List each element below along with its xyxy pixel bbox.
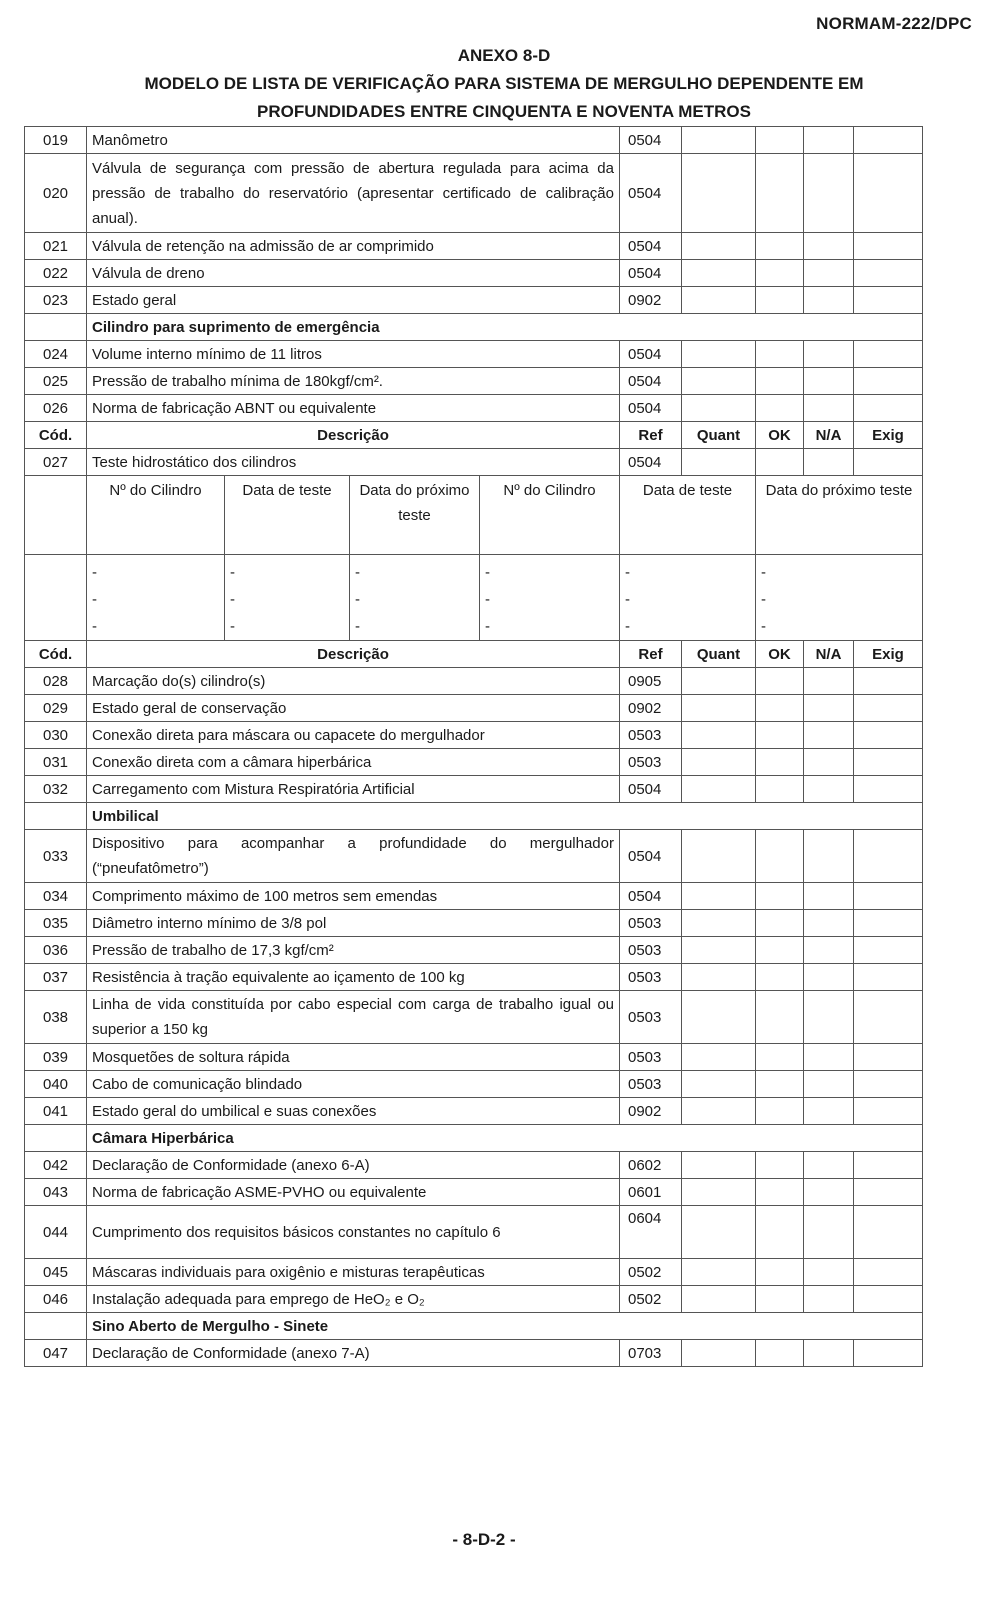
row-ref: 0503: [620, 1044, 682, 1071]
section-title: Sino Aberto de Mergulho - Sinete: [87, 1313, 923, 1340]
exig-cell[interactable]: [854, 395, 923, 422]
ok-cell[interactable]: [756, 722, 804, 749]
next-test-date-entries[interactable]: - - -: [350, 555, 480, 641]
row-ref: 0502: [620, 1259, 682, 1286]
quant-cell[interactable]: [682, 1071, 756, 1098]
ok-cell[interactable]: [756, 1259, 804, 1286]
na-cell[interactable]: [804, 830, 854, 883]
exig-cell[interactable]: [854, 910, 923, 937]
quant-cell[interactable]: [682, 668, 756, 695]
ok-cell[interactable]: [756, 1044, 804, 1071]
ok-cell[interactable]: [756, 910, 804, 937]
ok-cell[interactable]: [756, 1152, 804, 1179]
row-ref: 0504: [620, 127, 682, 154]
row-code: 046: [25, 1286, 87, 1313]
row-description: Comprimento máximo de 100 metros sem emendas: [87, 883, 620, 910]
table-row: [25, 1340, 923, 1367]
row-code: 042: [25, 1152, 87, 1179]
exig-cell[interactable]: [854, 127, 923, 154]
ok-cell[interactable]: [756, 287, 804, 314]
section-row: [25, 803, 923, 830]
na-cell[interactable]: [804, 1044, 854, 1071]
table-row: [25, 695, 923, 722]
row-description: Mosquetões de soltura rápida: [87, 1044, 620, 1071]
row-description: Válvula de dreno: [87, 260, 620, 287]
exig-cell[interactable]: [854, 449, 923, 476]
na-cell[interactable]: [804, 1071, 854, 1098]
quant-cell[interactable]: [682, 154, 756, 233]
ok-cell[interactable]: [756, 749, 804, 776]
na-cell[interactable]: [804, 776, 854, 803]
row-code: 033: [25, 830, 87, 883]
row-description: Norma de fabricação ABNT ou equivalente: [87, 395, 620, 422]
na-cell[interactable]: [804, 695, 854, 722]
row-code: 023: [25, 287, 87, 314]
row-code: 039: [25, 1044, 87, 1071]
row-description: Dispositivo para acompanhar a profundidade do mergulhador (“pneufatômetro”): [87, 830, 620, 883]
row-description: Resistência à tração equivalente ao içamento de 100 kg: [87, 964, 620, 991]
quant-cell[interactable]: [682, 776, 756, 803]
table-row: [25, 910, 923, 937]
section-code-cell: [25, 1125, 87, 1152]
exig-cell[interactable]: [854, 1179, 923, 1206]
exig-cell[interactable]: [854, 260, 923, 287]
table-row: [25, 722, 923, 749]
section-code-cell: [25, 1313, 87, 1340]
na-cell[interactable]: [804, 395, 854, 422]
row-ref: 0703: [620, 1340, 682, 1367]
row-code: 026: [25, 395, 87, 422]
row-description: Instalação adequada para emprego de HeO₂ e O₂: [87, 1286, 620, 1313]
quant-cell[interactable]: [682, 937, 756, 964]
row-ref: 0504: [620, 341, 682, 368]
row-ref: 0504: [620, 260, 682, 287]
column-header-ref: Ref: [620, 422, 682, 449]
row-ref: 0604: [620, 1206, 682, 1259]
row-code: 020: [25, 154, 87, 233]
column-header-ref: Ref: [620, 641, 682, 668]
page-number: - 8-D-2 -: [452, 1530, 516, 1549]
row-code: 022: [25, 260, 87, 287]
section-title: Câmara Hiperbárica: [87, 1125, 923, 1152]
cylinder-number-header: Nº do Cilindro: [480, 476, 620, 555]
row-code: 041: [25, 1098, 87, 1125]
exig-cell[interactable]: [854, 883, 923, 910]
row-code: 021: [25, 233, 87, 260]
exig-cell[interactable]: [854, 154, 923, 233]
na-cell[interactable]: [804, 1152, 854, 1179]
row-description: Estado geral do umbilical e suas conexões: [87, 1098, 620, 1125]
table-row: [25, 154, 923, 233]
table-row: [25, 991, 923, 1044]
row-code: 037: [25, 964, 87, 991]
row-code: 025: [25, 368, 87, 395]
column-header-exig: Exig: [854, 641, 923, 668]
row-description: Diâmetro interno mínimo de 3/8 pol: [87, 910, 620, 937]
na-cell[interactable]: [804, 937, 854, 964]
row-description: Pressão de trabalho de 17,3 kgf/cm²: [87, 937, 620, 964]
ok-cell[interactable]: [756, 260, 804, 287]
exig-cell[interactable]: [854, 1044, 923, 1071]
ok-cell[interactable]: [756, 776, 804, 803]
ok-cell[interactable]: [756, 668, 804, 695]
row-code: 027: [25, 449, 87, 476]
na-cell[interactable]: [804, 368, 854, 395]
row-ref: 0504: [620, 368, 682, 395]
test-date-header: Data de teste: [620, 476, 756, 555]
row-ref: 0905: [620, 668, 682, 695]
quant-cell[interactable]: [682, 695, 756, 722]
cylinder-test-spacer: [25, 476, 87, 555]
exig-cell[interactable]: [854, 722, 923, 749]
table-row: [25, 449, 923, 476]
table-row: [25, 964, 923, 991]
table-row: [25, 749, 923, 776]
na-cell[interactable]: [804, 668, 854, 695]
column-header-ok: OK: [756, 422, 804, 449]
table-row: [25, 1044, 923, 1071]
next-test-date-header: Data do próximo teste: [756, 476, 923, 555]
exig-cell[interactable]: [854, 695, 923, 722]
row-ref: 0602: [620, 1152, 682, 1179]
checklist-table: [24, 126, 923, 1367]
quant-cell[interactable]: [682, 1044, 756, 1071]
na-cell[interactable]: [804, 749, 854, 776]
ok-cell[interactable]: [756, 937, 804, 964]
na-cell[interactable]: [804, 1286, 854, 1313]
quant-cell[interactable]: [682, 1179, 756, 1206]
row-description: Declaração de Conformidade (anexo 7-A): [87, 1340, 620, 1367]
exig-cell[interactable]: [854, 1071, 923, 1098]
na-cell[interactable]: [804, 991, 854, 1044]
section-row: [25, 1313, 923, 1340]
column-header-quant: Quant: [682, 641, 756, 668]
na-cell[interactable]: [804, 1179, 854, 1206]
ok-cell[interactable]: [756, 368, 804, 395]
row-code: 038: [25, 991, 87, 1044]
table-row: [25, 1259, 923, 1286]
row-ref: 0503: [620, 910, 682, 937]
na-cell[interactable]: [804, 722, 854, 749]
exig-cell[interactable]: [854, 287, 923, 314]
cylinder-test-header-row: [25, 476, 923, 555]
row-code: 043: [25, 1179, 87, 1206]
column-header-descricao: Descrição: [87, 422, 620, 449]
column-header-na: N/A: [804, 641, 854, 668]
annex-title: ANEXO 8-D: [457, 46, 551, 65]
row-description: Estado geral de conservação: [87, 695, 620, 722]
table-row: [25, 233, 923, 260]
row-description: Declaração de Conformidade (anexo 6-A): [87, 1152, 620, 1179]
row-ref: 0902: [620, 287, 682, 314]
row-description: Conexão direta para máscara ou capacete do mergulhador: [87, 722, 620, 749]
row-code: 035: [25, 910, 87, 937]
ok-cell[interactable]: [756, 154, 804, 233]
table-row: [25, 368, 923, 395]
ok-cell[interactable]: [756, 1286, 804, 1313]
exig-cell[interactable]: [854, 1340, 923, 1367]
row-ref: 0504: [620, 395, 682, 422]
quant-cell[interactable]: [682, 1098, 756, 1125]
row-ref: 0503: [620, 937, 682, 964]
exig-cell[interactable]: [854, 776, 923, 803]
document-title-line-1: MODELO DE LISTA DE VERIFICAÇÃO PARA SISTEMA DE MERGULHO DEPENDENTE EM: [144, 74, 864, 93]
row-ref: 0902: [620, 695, 682, 722]
exig-cell[interactable]: [854, 830, 923, 883]
na-cell[interactable]: [804, 964, 854, 991]
exig-cell[interactable]: [854, 233, 923, 260]
table-row: [25, 260, 923, 287]
table-row: [25, 395, 923, 422]
table-row: [25, 1071, 923, 1098]
row-description: Linha de vida constituída por cabo especial com carga de trabalho igual ou superior a 150 kg: [87, 991, 620, 1044]
test-date-header: Data de teste: [225, 476, 350, 555]
next-test-date-entries[interactable]: - - -: [756, 555, 923, 641]
exig-cell[interactable]: [854, 368, 923, 395]
row-code: 034: [25, 883, 87, 910]
column-header-na: N/A: [804, 422, 854, 449]
quant-cell[interactable]: [682, 233, 756, 260]
exig-cell[interactable]: [854, 1206, 923, 1259]
ok-cell[interactable]: [756, 991, 804, 1044]
table-row: [25, 1152, 923, 1179]
table-row: [25, 883, 923, 910]
quant-cell[interactable]: [682, 260, 756, 287]
ok-cell[interactable]: [756, 883, 804, 910]
quant-cell[interactable]: [682, 1259, 756, 1286]
exig-cell[interactable]: [854, 749, 923, 776]
exig-cell[interactable]: [854, 1259, 923, 1286]
na-cell[interactable]: [804, 287, 854, 314]
section-title: Cilindro para suprimento de emergência: [87, 314, 923, 341]
row-code: 047: [25, 1340, 87, 1367]
exig-cell[interactable]: [854, 1098, 923, 1125]
quant-cell[interactable]: [682, 991, 756, 1044]
row-ref: 0504: [620, 449, 682, 476]
na-cell[interactable]: [804, 341, 854, 368]
table-row: [25, 776, 923, 803]
na-cell[interactable]: [804, 883, 854, 910]
na-cell[interactable]: [804, 1098, 854, 1125]
cylinder-number-entries[interactable]: - - -: [87, 555, 225, 641]
quant-cell[interactable]: [682, 1286, 756, 1313]
row-description: Pressão de trabalho mínima de 180kgf/cm².: [87, 368, 620, 395]
exig-cell[interactable]: [854, 1152, 923, 1179]
ok-cell[interactable]: [756, 1098, 804, 1125]
ok-cell[interactable]: [756, 964, 804, 991]
cylinder-number-header: Nº do Cilindro: [87, 476, 225, 555]
section-title: Umbilical: [87, 803, 923, 830]
column-header-quant: Quant: [682, 422, 756, 449]
table-row: [25, 1098, 923, 1125]
quant-cell[interactable]: [682, 964, 756, 991]
row-code: 032: [25, 776, 87, 803]
section-row: [25, 314, 923, 341]
row-ref: 0504: [620, 233, 682, 260]
quant-cell[interactable]: [682, 449, 756, 476]
quant-cell[interactable]: [682, 830, 756, 883]
quant-cell[interactable]: [682, 1206, 756, 1259]
row-code: 045: [25, 1259, 87, 1286]
quant-cell[interactable]: [682, 395, 756, 422]
quant-cell[interactable]: [682, 127, 756, 154]
cylinder-test-entries-row: [25, 555, 923, 641]
ok-cell[interactable]: [756, 695, 804, 722]
row-code: 029: [25, 695, 87, 722]
row-description: Estado geral: [87, 287, 620, 314]
row-code: 030: [25, 722, 87, 749]
cylinder-number-entries[interactable]: - - -: [480, 555, 620, 641]
quant-cell[interactable]: [682, 287, 756, 314]
na-cell[interactable]: [804, 1259, 854, 1286]
na-cell[interactable]: [804, 1206, 854, 1259]
quant-cell[interactable]: [682, 368, 756, 395]
cylinder-test-spacer: [25, 555, 87, 641]
row-ref: 0503: [620, 991, 682, 1044]
table-row: [25, 127, 923, 154]
column-header-ok: OK: [756, 641, 804, 668]
ok-cell[interactable]: [756, 1340, 804, 1367]
row-code: 019: [25, 127, 87, 154]
exig-cell[interactable]: [854, 937, 923, 964]
quant-cell[interactable]: [682, 722, 756, 749]
row-description: Carregamento com Mistura Respiratória Artificial: [87, 776, 620, 803]
column-header-row: [25, 641, 923, 668]
table-row: [25, 341, 923, 368]
row-ref: 0504: [620, 883, 682, 910]
row-description: Marcação do(s) cilindro(s): [87, 668, 620, 695]
row-description: Norma de fabricação ASME-PVHO ou equivalente: [87, 1179, 620, 1206]
table-row: [25, 1286, 923, 1313]
row-description: Manômetro: [87, 127, 620, 154]
next-test-date-header: Data do próximo teste: [350, 476, 480, 555]
na-cell[interactable]: [804, 910, 854, 937]
row-ref: 0504: [620, 830, 682, 883]
row-description: Válvula de retenção na admissão de ar comprimido: [87, 233, 620, 260]
exig-cell[interactable]: [854, 964, 923, 991]
column-header-cod: Cód.: [25, 422, 87, 449]
table-row: [25, 937, 923, 964]
na-cell[interactable]: [804, 260, 854, 287]
ok-cell[interactable]: [756, 1071, 804, 1098]
ok-cell[interactable]: [756, 233, 804, 260]
row-description: Válvula de segurança com pressão de abertura regulada para acima da pressão de trabalho do reservatório (apresentar certificado de calibração anual).: [87, 154, 620, 233]
row-description: Máscaras individuais para oxigênio e misturas terapêuticas: [87, 1259, 620, 1286]
row-description: Teste hidrostático dos cilindros: [87, 449, 620, 476]
table-row: [25, 830, 923, 883]
test-date-entries[interactable]: - - -: [620, 555, 756, 641]
row-ref: 0504: [620, 776, 682, 803]
row-ref: 0902: [620, 1098, 682, 1125]
column-header-exig: Exig: [854, 422, 923, 449]
ok-cell[interactable]: [756, 341, 804, 368]
ok-cell[interactable]: [756, 1179, 804, 1206]
table-row: [25, 287, 923, 314]
na-cell[interactable]: [804, 449, 854, 476]
document-code: NORMAM-222/DPC: [816, 14, 972, 33]
section-row: [25, 1125, 923, 1152]
title-block: [24, 42, 984, 126]
row-ref: 0504: [620, 154, 682, 233]
ok-cell[interactable]: [756, 449, 804, 476]
exig-cell[interactable]: [854, 1286, 923, 1313]
row-ref: 0503: [620, 964, 682, 991]
document-title-line-2: PROFUNDIDADES ENTRE CINQUENTA E NOVENTA METROS: [257, 102, 751, 121]
quant-cell[interactable]: [682, 341, 756, 368]
column-header-cod: Cód.: [25, 641, 87, 668]
ok-cell[interactable]: [756, 127, 804, 154]
row-ref: 0502: [620, 1286, 682, 1313]
na-cell[interactable]: [804, 127, 854, 154]
exig-cell[interactable]: [854, 991, 923, 1044]
na-cell[interactable]: [804, 233, 854, 260]
row-ref: 0601: [620, 1179, 682, 1206]
column-header-descricao: Descrição: [87, 641, 620, 668]
row-description: Cabo de comunicação blindado: [87, 1071, 620, 1098]
row-code: 036: [25, 937, 87, 964]
exig-cell[interactable]: [854, 341, 923, 368]
quant-cell[interactable]: [682, 883, 756, 910]
row-ref: 0503: [620, 749, 682, 776]
row-code: 044: [25, 1206, 87, 1259]
exig-cell[interactable]: [854, 668, 923, 695]
table-row: [25, 1206, 923, 1259]
quant-cell[interactable]: [682, 1340, 756, 1367]
row-ref: 0503: [620, 1071, 682, 1098]
table-row: [25, 1179, 923, 1206]
section-code-cell: [25, 803, 87, 830]
row-code: 040: [25, 1071, 87, 1098]
ok-cell[interactable]: [756, 830, 804, 883]
column-header-row: [25, 422, 923, 449]
row-code: 028: [25, 668, 87, 695]
test-date-entries[interactable]: - - -: [225, 555, 350, 641]
row-description: Volume interno mínimo de 11 litros: [87, 341, 620, 368]
row-code: 024: [25, 341, 87, 368]
ok-cell[interactable]: [756, 1206, 804, 1259]
quant-cell[interactable]: [682, 910, 756, 937]
row-code: 031: [25, 749, 87, 776]
ok-cell[interactable]: [756, 395, 804, 422]
section-code-cell: [25, 314, 87, 341]
na-cell[interactable]: [804, 154, 854, 233]
row-description: Conexão direta com a câmara hiperbárica: [87, 749, 620, 776]
na-cell[interactable]: [804, 1340, 854, 1367]
row-ref: 0503: [620, 722, 682, 749]
row-description: Cumprimento dos requisitos básicos constantes no capítulo 6: [87, 1206, 620, 1259]
quant-cell[interactable]: [682, 749, 756, 776]
table-row: [25, 668, 923, 695]
quant-cell[interactable]: [682, 1152, 756, 1179]
